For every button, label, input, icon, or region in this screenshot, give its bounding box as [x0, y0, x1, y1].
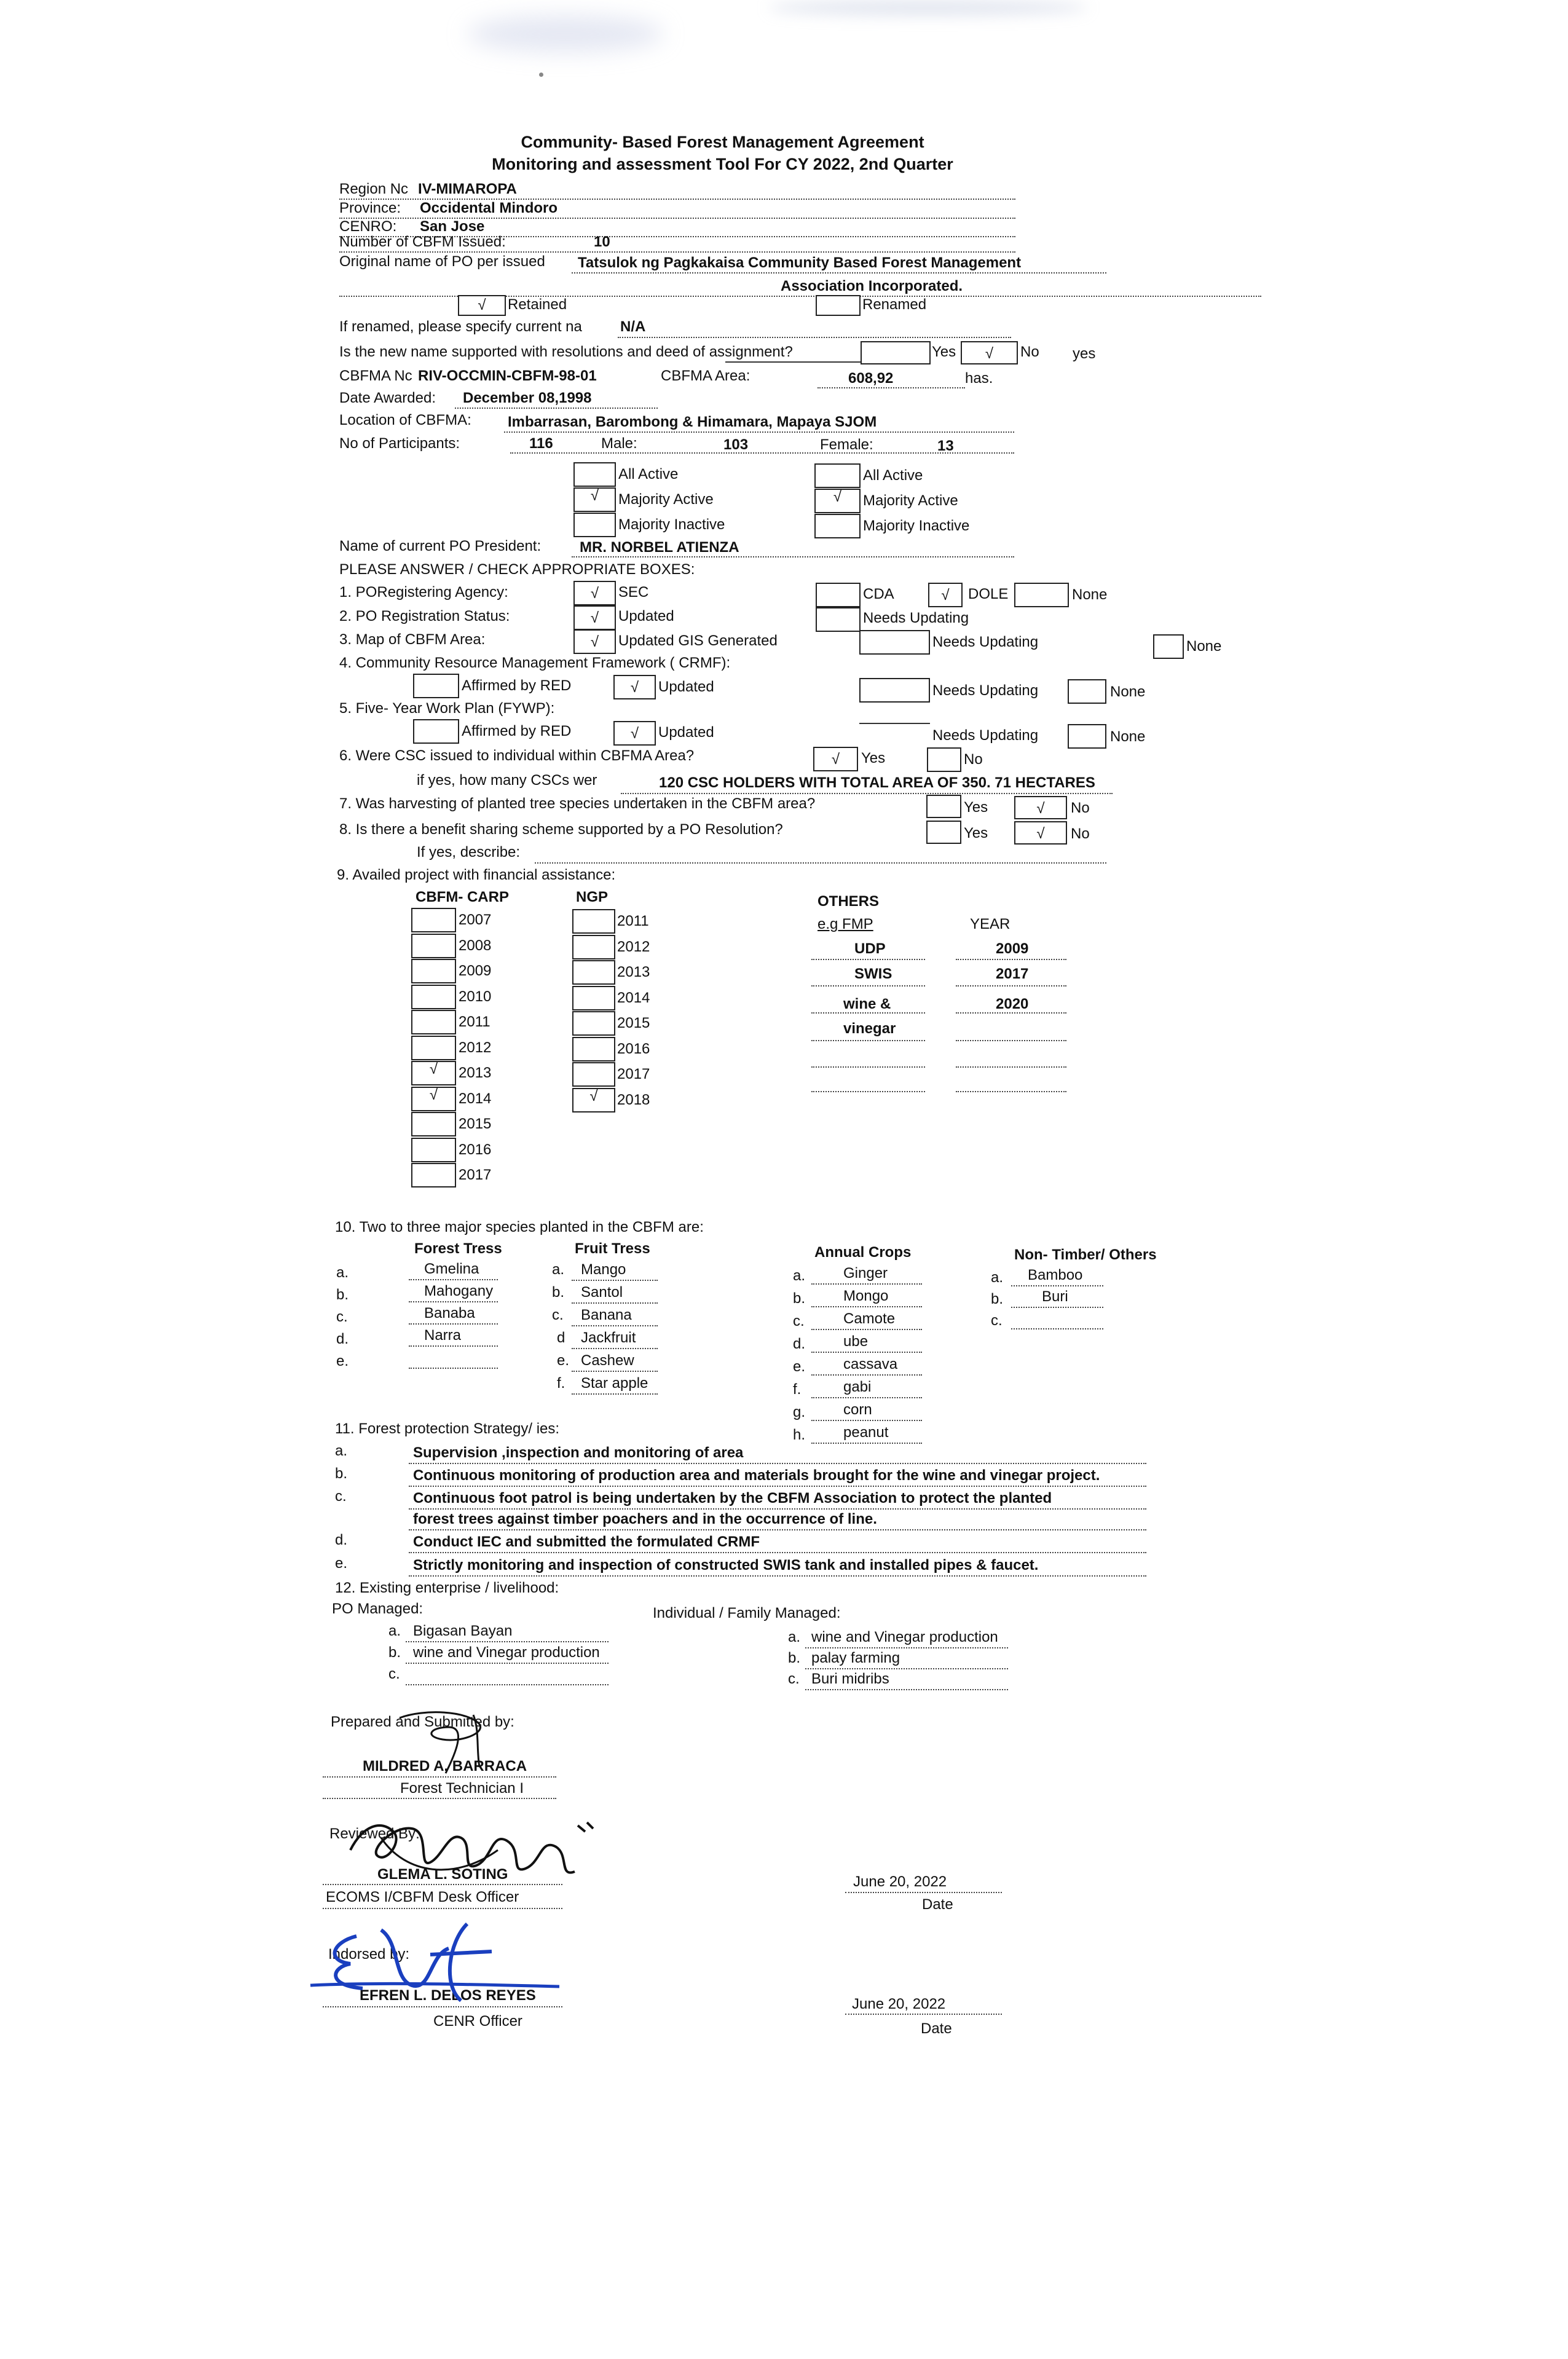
q8-no-checkbox[interactable]: √: [1014, 821, 1067, 845]
q6-yes-checkbox[interactable]: √: [813, 747, 858, 771]
q3-updated-label: Updated GIS Generated: [618, 632, 778, 649]
q6-sub-label: if yes, how many CSCs wer: [417, 772, 597, 789]
cenro-label: CENRO:: [339, 218, 397, 235]
q5-none-label: None: [1110, 728, 1146, 745]
ngp-year-checkbox[interactable]: [572, 1037, 615, 1061]
ngp-year-checkbox[interactable]: [572, 909, 615, 934]
new-name-no-checkbox[interactable]: √: [961, 341, 1018, 364]
scan-dot: [539, 73, 543, 77]
carp-year-checkbox[interactable]: [411, 985, 456, 1009]
reviewed-title: ECOMS I/CBFM Desk Officer: [326, 1889, 519, 1905]
strategy-text: Continuous foot patrol is being undertaken by the CBFM Association to protect the planted: [413, 1490, 1052, 1506]
male-activity-checkbox[interactable]: [573, 462, 616, 487]
carp-year-checkbox[interactable]: [411, 1010, 456, 1034]
q7-yes-label: Yes: [964, 799, 988, 816]
reviewed-signature: [344, 1813, 609, 1893]
prepared-name: MILDRED A. BARRACA: [363, 1758, 527, 1774]
nontimber-letter: a.: [991, 1269, 1004, 1286]
annual-letter: h.: [793, 1427, 806, 1443]
annual-letter: b.: [793, 1290, 806, 1307]
q2-updated-label: Updated: [618, 608, 674, 624]
carp-year-label: 2015: [459, 1116, 492, 1132]
q8-yes-checkbox[interactable]: [926, 821, 961, 844]
po-item-text: Bigasan Bayan: [413, 1623, 513, 1639]
q2-label: 2. PO Registration Status:: [339, 608, 510, 624]
q3-updated-checkbox[interactable]: √: [573, 629, 616, 654]
q6-no-label: No: [964, 751, 983, 768]
carp-year-label: 2014: [459, 1090, 492, 1107]
ngp-year-label: 2018: [617, 1091, 650, 1108]
male-activity-checkbox[interactable]: [573, 513, 616, 537]
q4-updated-checkbox[interactable]: √: [613, 675, 656, 699]
forest-species: Gmelina: [424, 1261, 479, 1277]
retained-label: Retained: [508, 296, 567, 313]
reviewed-date: June 20, 2022: [853, 1873, 947, 1890]
carp-year-label: 2013: [459, 1065, 492, 1081]
cbfma-area-label: CBFMA Area:: [661, 368, 751, 384]
forest-letter: c.: [336, 1309, 348, 1325]
nontimber-species: Bamboo: [1028, 1267, 1083, 1283]
ind-item-text: wine and Vinegar production: [811, 1629, 998, 1645]
ngp-year-label: 2012: [617, 938, 650, 955]
others-project-name: SWIS: [854, 966, 892, 982]
ngp-year-label: 2014: [617, 989, 650, 1006]
q4-label: 4. Community Resource Management Framework ( CRMF):: [339, 655, 731, 671]
ngp-year-label: 2011: [617, 913, 649, 929]
ind-item-text: palay farming: [811, 1650, 900, 1666]
orig-name-label: Original name of PO per issued: [339, 253, 545, 270]
q4-none-checkbox[interactable]: [1068, 679, 1106, 704]
strategy-text: forest trees against timber poachers and in the occurrence of line.: [413, 1511, 877, 1527]
q10-nontimber-header: Non- Timber/ Others: [1014, 1246, 1157, 1263]
male-activity-checkbox[interactable]: √: [573, 487, 616, 512]
nontimber-letter: c.: [991, 1312, 1003, 1329]
q2-updated-checkbox[interactable]: √: [573, 605, 616, 630]
q11-label: 11. Forest protection Strategy/ ies:: [335, 1420, 560, 1437]
strategy-text: Supervision ,inspection and monitoring of area: [413, 1444, 744, 1461]
province-label: Province:: [339, 200, 401, 216]
others-project-year: 2009: [996, 940, 1029, 957]
annual-letter: d.: [793, 1336, 806, 1352]
q12-label: 12. Existing enterprise / livelihood:: [335, 1580, 559, 1596]
female-activity-label: All Active: [863, 467, 923, 484]
fruit-species: Cashew: [581, 1352, 634, 1369]
others-project-name: UDP: [854, 940, 886, 957]
nontimber-letter: b.: [991, 1291, 1004, 1307]
q1-sec-checkbox[interactable]: √: [573, 581, 616, 605]
forest-letter: d.: [336, 1331, 349, 1347]
scan-smudge: [467, 15, 664, 52]
instructions: PLEASE ANSWER / CHECK APPROPRIATE BOXES:: [339, 561, 695, 578]
carp-year-checkbox[interactable]: [411, 1163, 456, 1187]
carp-year-checkbox[interactable]: [411, 1036, 456, 1060]
female-activity-label: Majority Inactive: [863, 518, 970, 534]
fruit-letter: c.: [552, 1307, 564, 1323]
ngp-year-label: 2017: [617, 1066, 650, 1082]
nontimber-species: Buri: [1042, 1288, 1068, 1305]
ind-item-letter: b.: [788, 1650, 801, 1666]
q12-po-label: PO Managed:: [332, 1601, 424, 1617]
q8-label: 8. Is there a benefit sharing scheme supported by a PO Resolution?: [339, 821, 783, 838]
province-value: Occidental Mindoro: [420, 200, 558, 216]
q10-fruit-header: Fruit Tress: [575, 1240, 650, 1257]
fruit-letter: f.: [557, 1375, 565, 1392]
q1-cda-label: CDA: [863, 586, 894, 602]
q1-dole-label: DOLE: [968, 586, 1009, 602]
new-name-yes-checkbox[interactable]: [861, 341, 931, 364]
renamed-label: Renamed: [862, 296, 927, 313]
ngp-year-checkbox[interactable]: [572, 935, 615, 959]
q9-year-header: YEAR: [970, 916, 1011, 932]
fruit-species: Jackfruit: [581, 1329, 636, 1346]
cbfma-area-unit: has.: [965, 370, 993, 387]
prepared-title: Forest Technician I: [400, 1780, 524, 1797]
ngp-year-checkbox[interactable]: √: [572, 1088, 615, 1113]
new-name-yes-label: Yes: [932, 344, 956, 360]
forest-species: Narra: [424, 1327, 462, 1344]
q9-others-eg: e.g FMP: [817, 916, 873, 932]
q9-carp-header: CBFM- CARP: [416, 889, 509, 905]
q3-needs-label: Needs Updating: [932, 634, 1039, 650]
others-project-name: vinegar: [843, 1020, 896, 1037]
reviewed-label: Reviewed By:: [329, 1825, 420, 1842]
carp-year-checkbox[interactable]: [411, 959, 456, 983]
po-item-text: wine and Vinegar production: [413, 1644, 600, 1661]
date-awarded-label: Date Awarded:: [339, 390, 436, 406]
ngp-year-label: 2013: [617, 964, 650, 980]
ngp-year-checkbox[interactable]: [572, 1062, 615, 1087]
retained-checkbox[interactable]: √: [458, 295, 506, 316]
date-awarded-value: December 08,1998: [463, 390, 592, 406]
president-value: MR. NORBEL ATIENZA: [580, 539, 739, 556]
fruit-letter: a.: [552, 1261, 565, 1278]
if-renamed-value: N/A: [620, 318, 646, 335]
annual-species: Ginger: [843, 1265, 888, 1282]
q1-none-checkbox[interactable]: [1014, 583, 1069, 607]
q3-none-checkbox[interactable]: [1153, 634, 1184, 659]
q5-updated-label: Updated: [658, 724, 714, 741]
strategy-letter: d.: [335, 1532, 348, 1548]
form-title-line1: Community- Based Forest Management Agreement: [521, 133, 924, 151]
annual-letter: e.: [793, 1358, 806, 1375]
carp-year-label: 2012: [459, 1039, 492, 1056]
q6-yes-label: Yes: [861, 750, 886, 766]
q10-label: 10. Two to three major species planted in the CBFM are:: [335, 1219, 704, 1235]
carp-year-checkbox[interactable]: √: [411, 1061, 456, 1085]
scan-smudge: [768, 0, 1088, 15]
q1-cda-checkbox[interactable]: [816, 583, 861, 607]
region-label: Region Nc: [339, 181, 409, 197]
q5-affirmed-label: Affirmed by RED: [462, 723, 572, 739]
annual-species: peanut: [843, 1424, 889, 1441]
female-value: 13: [937, 438, 954, 454]
q4-needs-checkbox[interactable]: [859, 678, 930, 703]
cbfma-no-value: RIV-OCCMIN-CBFM-98-01: [418, 368, 597, 384]
q4-affirmed-checkbox[interactable]: [413, 674, 459, 698]
carp-year-label: 2008: [459, 937, 492, 954]
po-item-letter: a.: [388, 1623, 401, 1639]
ngp-year-label: 2016: [617, 1040, 650, 1057]
forest-letter: e.: [336, 1353, 349, 1369]
renamed-checkbox[interactable]: [816, 295, 861, 316]
new-name-question: Is the new name supported with resolutions and deed of assignment?: [339, 344, 793, 360]
forest-letter: a.: [336, 1264, 349, 1281]
strategy-letter: e.: [335, 1555, 348, 1572]
male-activity-label: Majority Active: [618, 491, 714, 508]
q6-sub-value: 120 CSC HOLDERS WITH TOTAL AREA OF 350. 71 HECTARES: [659, 774, 1095, 791]
annual-species: Mongo: [843, 1288, 889, 1304]
q5-updated-checkbox[interactable]: √: [613, 721, 656, 746]
annual-letter: a.: [793, 1267, 806, 1284]
if-renamed-label: If renamed, please specify current na: [339, 318, 582, 335]
q5-needs-label: Needs Updating: [932, 727, 1039, 744]
carp-year-checkbox[interactable]: [411, 908, 456, 932]
q1-dole-checkbox[interactable]: √: [928, 583, 963, 607]
cbfm-issued-label: Number of CBFM Issued:: [339, 234, 506, 250]
q9-label: 9. Availed project with financial assistance:: [337, 867, 616, 883]
indorsed-name: EFREN L. DELOS REYES: [360, 1987, 536, 2004]
male-activity-label: All Active: [618, 466, 679, 482]
strategy-letter: a.: [335, 1443, 348, 1459]
fruit-letter: e.: [557, 1352, 570, 1369]
fruit-species: Banana: [581, 1307, 632, 1323]
reviewed-date-label: Date: [922, 1896, 953, 1913]
ngp-year-checkbox[interactable]: [572, 960, 615, 985]
cbfm-issued-value: 10: [594, 234, 610, 250]
indorsed-date-label: Date: [921, 2020, 952, 2037]
q10-annual-header: Annual Crops: [814, 1244, 912, 1261]
female-label: Female:: [820, 436, 873, 453]
q3-needs-checkbox[interactable]: [859, 630, 930, 655]
po-item-letter: b.: [388, 1644, 401, 1661]
forest-letter: b.: [336, 1286, 349, 1303]
indorsed-title: CENR Officer: [433, 2013, 522, 2030]
annual-species: ube: [843, 1333, 869, 1350]
q5-label: 5. Five- Year Work Plan (FYWP):: [339, 700, 555, 717]
ind-item-letter: c.: [788, 1671, 800, 1687]
ind-item-text: Buri midribs: [811, 1671, 889, 1687]
q7-yes-checkbox[interactable]: [926, 795, 961, 818]
q10-forest-header: Forest Tress: [414, 1240, 502, 1257]
others-project-year: 2020: [996, 996, 1029, 1012]
carp-year-checkbox[interactable]: [411, 1112, 456, 1136]
others-project-year: 2017: [996, 966, 1029, 982]
fruit-species: Santol: [581, 1284, 623, 1301]
q7-no-checkbox[interactable]: √: [1014, 796, 1067, 819]
q4-none-label: None: [1110, 683, 1146, 700]
new-name-note: yes: [1073, 345, 1096, 362]
indorsed-signature: [307, 1918, 565, 2010]
female-activity-checkbox[interactable]: [814, 514, 861, 538]
new-name-no-label: No: [1020, 344, 1039, 360]
strategy-letter: c.: [335, 1488, 347, 1505]
annual-species: gabi: [843, 1379, 872, 1395]
annual-species: cassava: [843, 1356, 898, 1372]
participants-value: 116: [529, 435, 553, 452]
fruit-species: Star apple: [581, 1375, 648, 1392]
q3-label: 3. Map of CBFM Area:: [339, 631, 486, 648]
forest-species: Banaba: [424, 1305, 475, 1321]
carp-year-checkbox[interactable]: √: [411, 1087, 456, 1111]
q12-ind-label: Individual / Family Managed:: [653, 1605, 841, 1621]
prepared-label: Prepared and Submitted by:: [331, 1714, 514, 1730]
ind-item-letter: a.: [788, 1629, 801, 1645]
orig-name-value-1: Tatsulok ng Pagkakaisa Community Based Forest Management: [578, 254, 1022, 271]
annual-letter: g.: [793, 1404, 806, 1420]
annual-letter: c.: [793, 1313, 805, 1329]
male-label: Male:: [601, 435, 637, 452]
strategy-text: Strictly monitoring and inspection of constructed SWIS tank and installed pipes & faucet.: [413, 1557, 1039, 1573]
carp-year-label: 2007: [459, 912, 492, 928]
q8-yes-label: Yes: [964, 825, 988, 841]
carp-year-label: 2010: [459, 988, 492, 1005]
strategy-text: Continuous monitoring of production area and materials brought for the wine and vinegar project.: [413, 1467, 1100, 1484]
ngp-year-checkbox[interactable]: [572, 1011, 615, 1036]
indorsed-label: Indorsed by:: [328, 1946, 410, 1963]
male-value: 103: [723, 436, 749, 453]
cbfma-area-value: 608,92: [848, 370, 894, 387]
carp-year-label: 2009: [459, 963, 492, 979]
female-activity-label: Majority Active: [863, 492, 958, 509]
q9-others-header: OTHERS: [817, 893, 880, 910]
q4-updated-label: Updated: [658, 679, 714, 695]
q3-none-label: None: [1186, 638, 1222, 655]
female-activity-checkbox[interactable]: [814, 463, 861, 488]
q4-affirmed-label: Affirmed by RED: [462, 677, 572, 694]
q5-none-checkbox[interactable]: [1068, 724, 1106, 749]
carp-year-checkbox[interactable]: [411, 934, 456, 958]
q6-label: 6. Were CSC issued to individual within CBFMA Area?: [339, 747, 695, 764]
q4-needs-label: Needs Updating: [932, 682, 1039, 699]
cbfma-no-label: CBFMA Nc: [339, 368, 412, 384]
q8-sub-label: If yes, describe:: [417, 844, 521, 861]
participants-label: No of Participants:: [339, 435, 460, 452]
q2-needs-checkbox[interactable]: [816, 607, 861, 632]
fruit-letter: d: [557, 1329, 565, 1346]
orig-name-value-2: Association Incorporated.: [781, 278, 963, 294]
q7-no-label: No: [1071, 800, 1090, 816]
annual-letter: f.: [793, 1381, 802, 1398]
annual-species: corn: [843, 1401, 872, 1418]
reviewed-name: GLEMA L. SOTING: [377, 1866, 508, 1883]
fruit-species: Mango: [581, 1261, 626, 1278]
location-value: Imbarrasan, Barombong & Himamara, Mapaya SJOM: [508, 414, 877, 430]
forest-species: Mahogany: [424, 1283, 494, 1299]
q7-label: 7. Was harvesting of planted tree species undertaken in the CBFM area?: [339, 795, 816, 812]
form-title-line2: Monitoring and assessment Tool For CY 2022, 2nd Quarter: [492, 155, 953, 173]
strategy-letter: b.: [335, 1465, 348, 1482]
q9-ngp-header: NGP: [576, 889, 609, 905]
q6-no-checkbox[interactable]: [927, 747, 961, 772]
ngp-year-label: 2015: [617, 1015, 650, 1031]
q1-sec-label: SEC: [618, 584, 649, 601]
prepared-signature: [387, 1706, 522, 1776]
fruit-letter: b.: [552, 1284, 565, 1301]
president-label: Name of current PO President:: [339, 538, 542, 554]
po-item-letter: c.: [388, 1666, 400, 1682]
region-value: IV-MIMAROPA: [418, 181, 517, 197]
q2-needs-label: Needs Updating: [863, 610, 969, 626]
q1-label: 1. PORegistering Agency:: [339, 584, 508, 601]
carp-year-checkbox[interactable]: [411, 1138, 456, 1162]
location-label: Location of CBFMA:: [339, 412, 471, 428]
q8-no-label: No: [1071, 825, 1090, 842]
ngp-year-checkbox[interactable]: [572, 986, 615, 1010]
q1-none-label: None: [1072, 586, 1108, 603]
q5-affirmed-checkbox[interactable]: [413, 719, 459, 744]
female-activity-checkbox[interactable]: √: [814, 489, 861, 513]
carp-year-label: 2016: [459, 1141, 492, 1158]
annual-species: Camote: [843, 1310, 896, 1327]
cenro-value: San Jose: [420, 218, 485, 235]
carp-year-label: 2011: [459, 1014, 490, 1030]
strategy-text: Conduct IEC and submitted the formulated CRMF: [413, 1534, 760, 1550]
indorsed-date: June 20, 2022: [852, 1996, 946, 2012]
others-project-name: wine &: [843, 996, 891, 1012]
male-activity-label: Majority Inactive: [618, 516, 725, 533]
carp-year-label: 2017: [459, 1167, 492, 1183]
